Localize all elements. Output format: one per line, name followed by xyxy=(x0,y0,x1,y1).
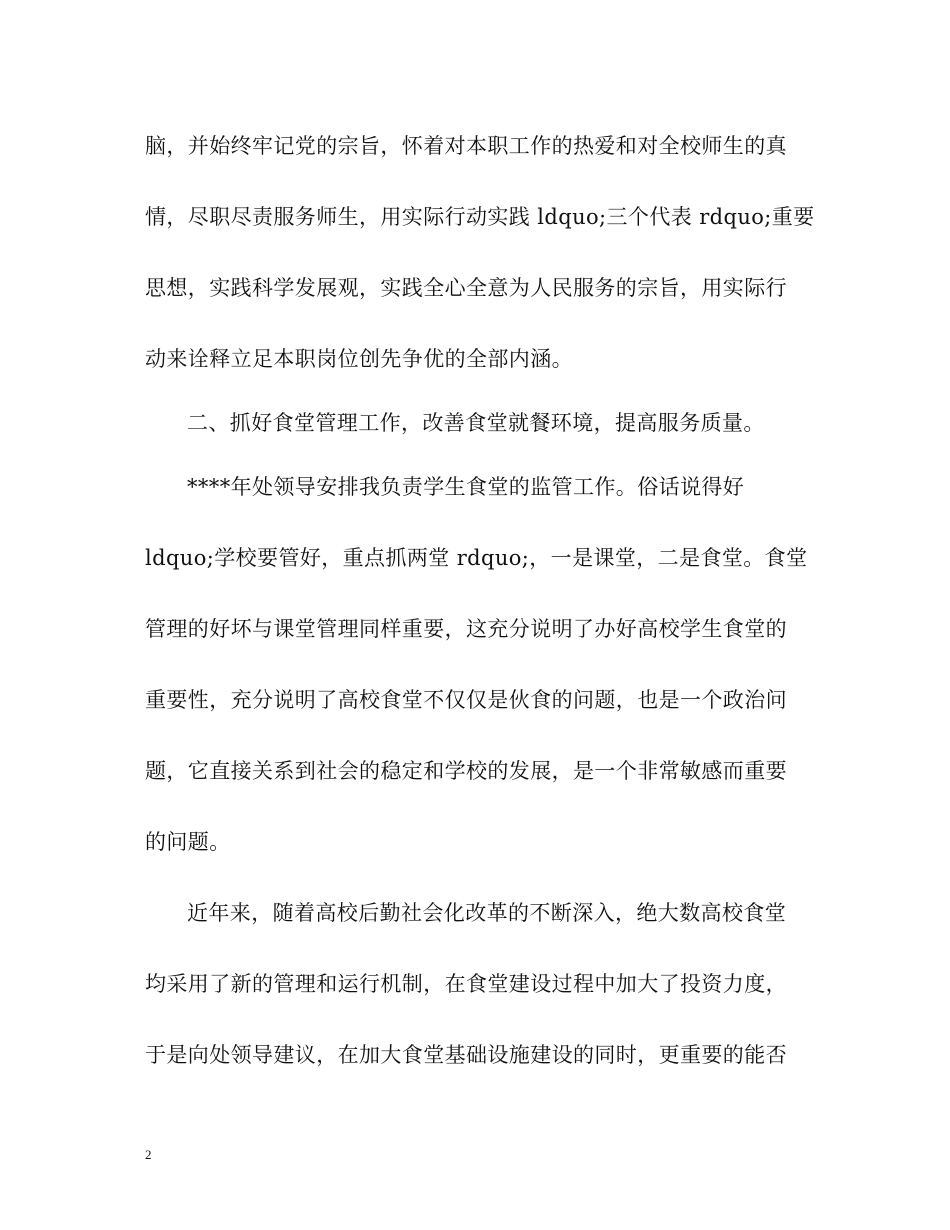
section-heading: 二、抓好食堂管理工作，改善食堂就餐环境，提高服务质量。 xyxy=(187,411,765,435)
text-line-6: ****年处领导安排我负责学生食堂的监管工作。俗话说得好 xyxy=(187,475,745,499)
text-line-9: 重要性，充分说明了高校食堂不仅仅是伙食的问题，也是一个政治问 xyxy=(145,688,787,712)
text-line-8: 管理的好坏与课堂管理同样重要，这充分说明了办好高校学生食堂的 xyxy=(145,617,787,641)
text-line-3: 思想，实践科学发展观，实践全心全意为人民服务的宗旨，用实际行 xyxy=(145,276,787,300)
text-line-12: 近年来，随着高校后勤社会化改革的不断深入，绝大数高校食堂 xyxy=(187,901,787,925)
text-line-1: 脑，并始终牢记党的宗旨，怀着对本职工作的热爱和对全校师生的真 xyxy=(145,134,787,158)
text-line-2: 情，尽职尽责服务师生，用实际行动实践 ldquo;三个代表 rdquo;重要 xyxy=(145,205,815,229)
text-line-11: 的问题。 xyxy=(145,830,231,854)
text-line-10: 题，它直接关系到社会的稳定和学校的发展，是一个非常敏感而重要 xyxy=(145,759,787,783)
text-line-14: 于是向处领导建议，在加大食堂基础设施建设的同时，更重要的能否 xyxy=(145,1043,787,1067)
page-number: 2 xyxy=(145,1147,152,1162)
text-line-4: 动来诠释立足本职岗位创先争优的全部内涵。 xyxy=(145,347,573,371)
text-line-7: ldquo;学校要管好，重点抓两堂 rdquo;，一是课堂，二是食堂。食堂 xyxy=(145,546,808,570)
text-line-13: 均采用了新的管理和运行机制，在食堂建设过程中加大了投资力度， xyxy=(145,972,787,996)
